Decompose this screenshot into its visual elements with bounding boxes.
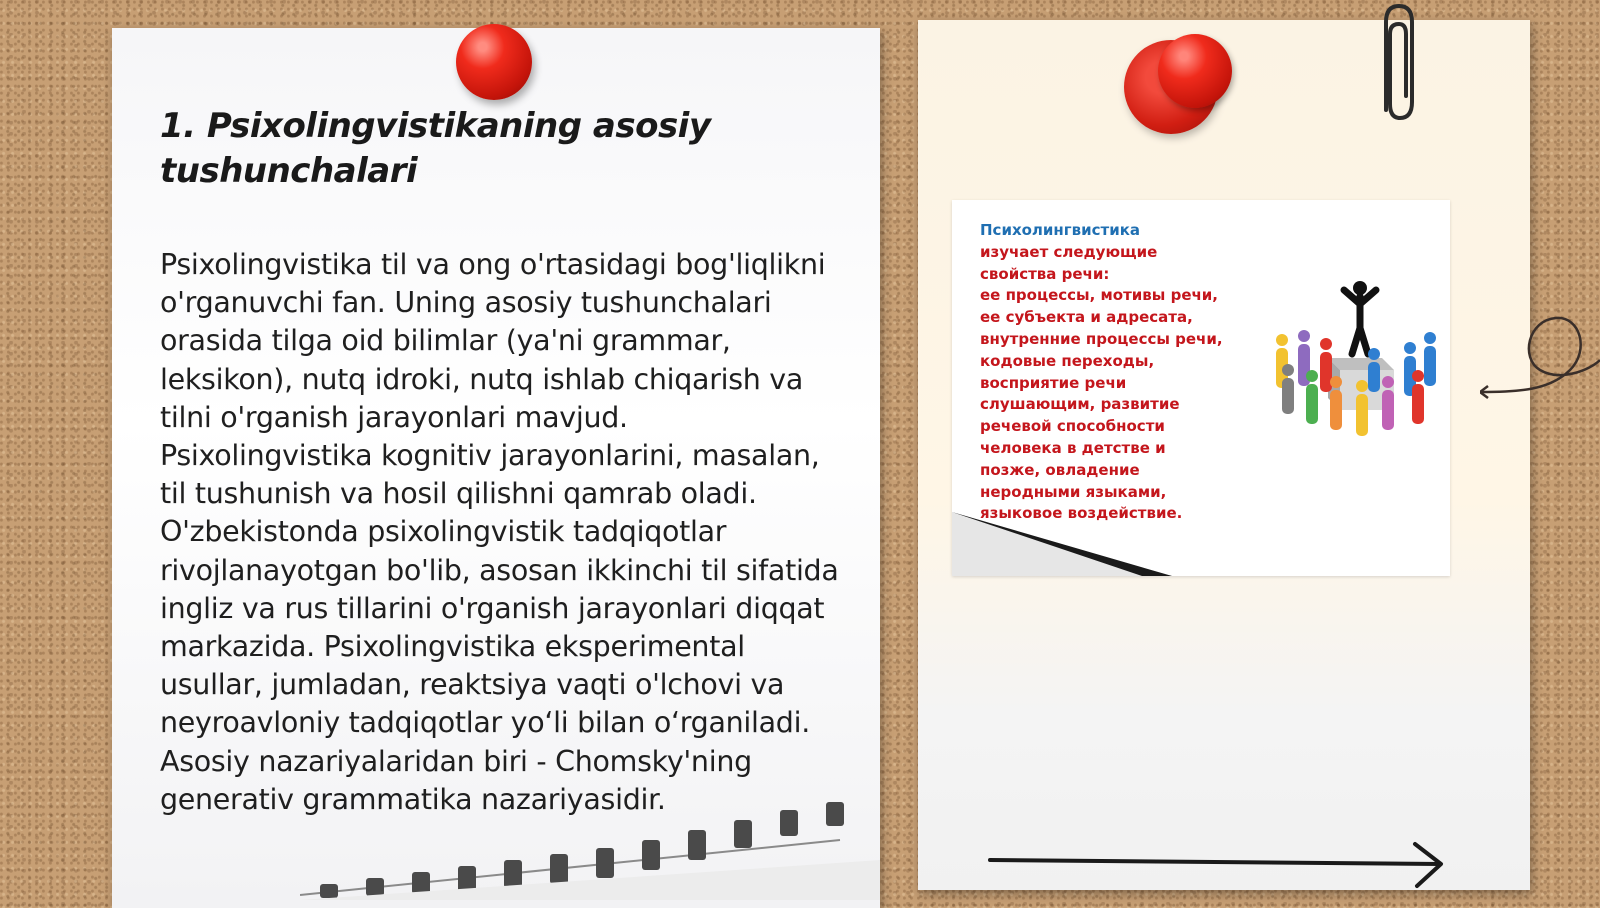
infographic-text xyxy=(980,220,1280,525)
infographic-line: слушающим, развитие xyxy=(980,395,1180,414)
infographic-line: внутренние процессы речи, xyxy=(980,329,1223,348)
infographic-line: ее субъекта и адресата, xyxy=(980,308,1193,327)
cord-loop xyxy=(1480,300,1600,410)
note-body-text: Psixolingvistika til va ong o'rtasidagi bog'liqlikni o'rganuvchi fan. Uning asosiy tushunchalari orasida tilga oid bilimlar (ya'ni grammar, leksikon), nutq idroki, nutq ishlab chiqarish va tilni o'rganish jarayonlari mavjud. Psixolingvistika kognitiv jarayonlarini, masalan, til tushunish va hosil qilishni qamrab oladi. O'zbekistonda psixolingvistik tadqiqotlar rivojlanayotgan bo'lib, asosan ikkinchi til sifatida ingliz va rus tillarini o'rganish jarayonlari diqqat markazida. Psixolingvistika eksperimental usullar, jumladan, reaktsiya vaqti o'lchovi va neyroavloniy tadqiqotlar yo‘li bilan o‘rganiladi. Asosiy nazariyalaridan biri - Chomsky'ning generativ grammatika nazariyasidir. xyxy=(160,248,839,816)
infographic-lines xyxy=(980,242,1280,525)
infographic-line: неродными языками, xyxy=(980,482,1167,501)
infographic-line: свойства речи: xyxy=(980,264,1110,283)
note-heading: 1. Psixolingvistikaning asosiy tushunchalari xyxy=(160,106,711,191)
infographic-line: восприятие речи xyxy=(980,373,1127,392)
infographic-line: кодовые переходы, xyxy=(980,351,1155,370)
people-crowd-leader-icon xyxy=(1270,278,1440,454)
psycholinguistics-infographic xyxy=(952,200,1450,576)
infographic-line: речевой способности xyxy=(980,417,1165,436)
infographic-swoosh xyxy=(952,500,1252,576)
infographic-title: Психолингвистика xyxy=(980,221,1141,239)
infographic-line: изучает следующие xyxy=(980,242,1158,261)
paperclip-icon xyxy=(1372,0,1422,125)
pushpin-icon xyxy=(456,24,532,100)
infographic-line: человека в детстве и xyxy=(980,438,1166,457)
infographic-line: ее процессы, мотивы речи, xyxy=(980,286,1219,305)
spiral-binding xyxy=(300,800,880,900)
infographic-line: языковое воздействие. xyxy=(980,504,1183,523)
infographic-line: позже, овладение xyxy=(980,460,1140,479)
pushpin-icon xyxy=(1158,34,1232,108)
arrow-right-icon xyxy=(985,838,1455,898)
